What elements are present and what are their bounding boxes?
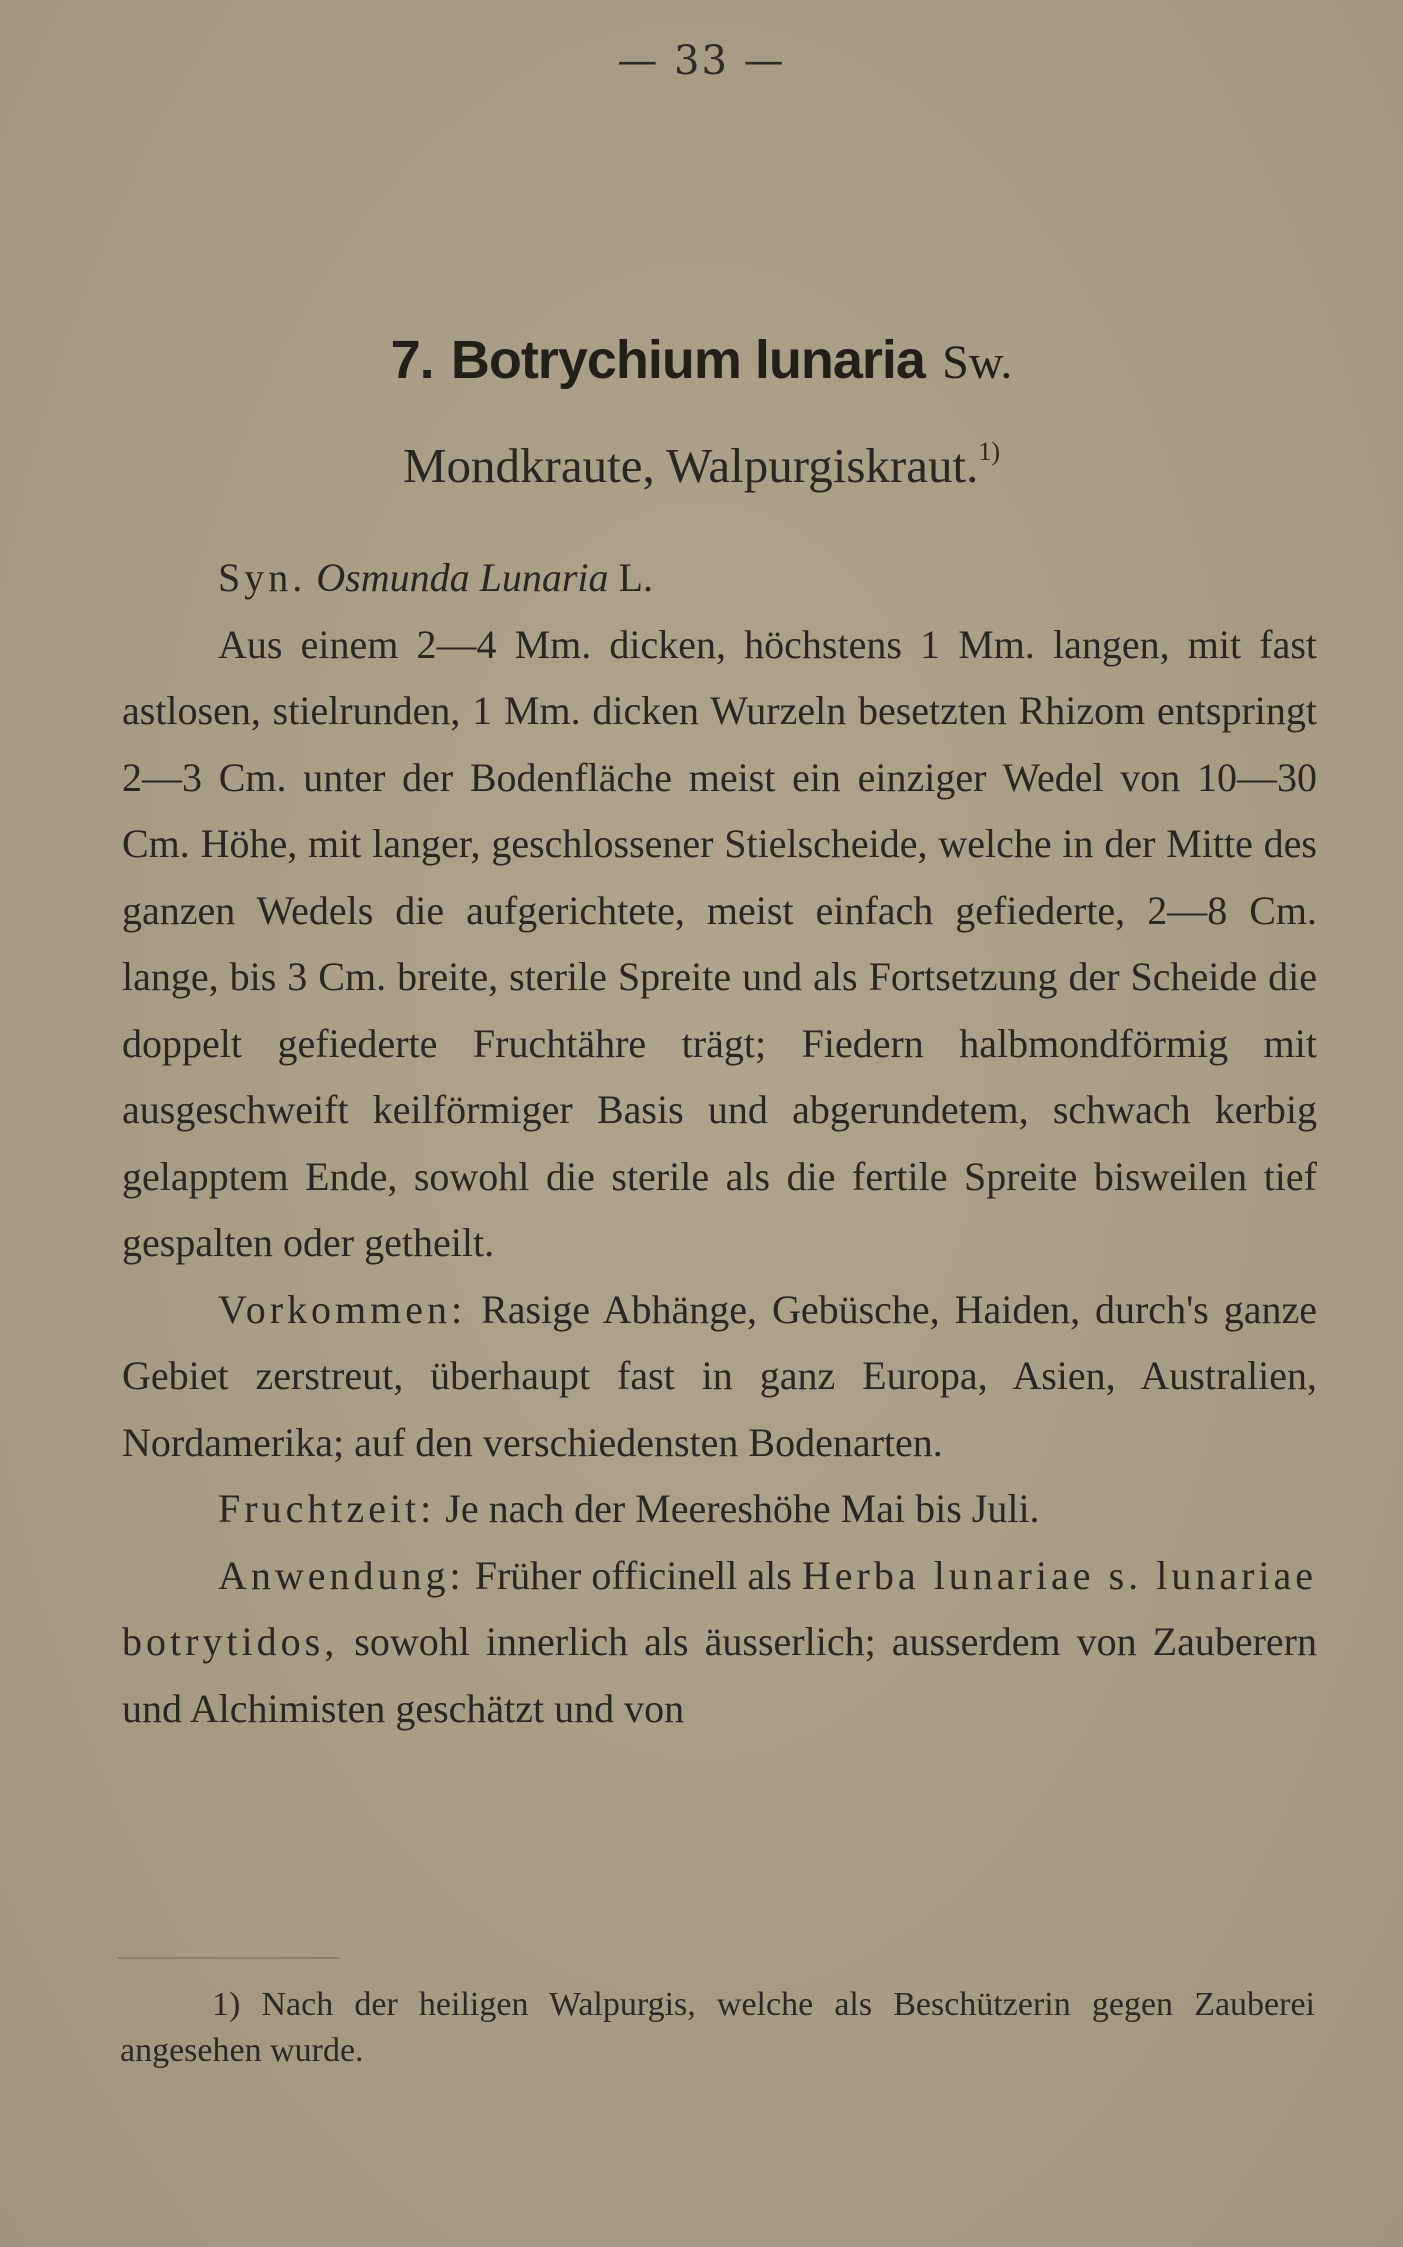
footnote-marker: 1) <box>212 1986 241 2023</box>
footnote <box>120 1982 1315 2074</box>
occurrence-text: Rasige Abhänge, Gebüsche, Haiden, durch's ganze Gebiet zerstreut, überhaupt fast in ganz Europa, Asien, Australien, Nordamerika; auf den verschiedensten Bodenarten. <box>122 1286 1318 1465</box>
usage-paragraph <box>122 1543 1317 1743</box>
description-paragraph: Aus einem 2—4 Mm. dicken, höchstens 1 Mm. langen, mit fast astlosen, stielrunden, 1 Mm. dicken Wurzeln besetzten Rhizom entspringt 2—3 Cm. unter der Bodenfläche meist ein einziger Wedel von 10—30 Cm. Höhe, mit langer, geschlossener Stielscheide, welche in der Mitte des ganzen Wedels die aufgerichtete, meist einfach gefiederte, 2—8 Cm. lange, bis 3 Cm. breite, sterile Spreite und als Fortsetzung der Scheide die doppelt gefiederte Fruchtähre trägt; Fiedern halbmondförmig mit ausgeschweift keilförmiger Basis und abgerundetem, schwach kerbig gelapptem Ende, sowohl die sterile als die fertile Spreite bisweilen tief gespalten oder getheilt. <box>122 621 1317 1265</box>
species-scientific-name: Botrychium lunaria <box>450 330 925 390</box>
synonym-line <box>122 545 1317 612</box>
page-number: — 33 — <box>617 38 786 84</box>
common-names <box>0 437 1403 494</box>
species-number: 7. <box>390 330 434 390</box>
species-heading <box>0 328 1403 391</box>
footnote-reference: 1) <box>978 437 1000 466</box>
usage-drug-name: Herba lunariae s. lunariae botrytidos, <box>122 1552 1318 1664</box>
fruiting-text: Je nach der Meereshöhe Mai bis Juli. <box>445 1486 1040 1531</box>
footnote-text: Nach der heiligen Walpurgis, welche als Beschützerin gegen Zauberei angesehen wurde. <box>120 1986 1316 2069</box>
usage-text-2: sowohl innerlich als äusserlich; ausserdem von Zauberern und Alchimisten geschätzt und von <box>122 1619 1318 1731</box>
species-author: Sw. <box>942 336 1013 389</box>
footnote-body <box>120 1982 1315 2074</box>
common-names-text: Mondkraute, Walpurgiskraut. <box>402 438 979 493</box>
synonym-label: Syn. <box>218 555 307 600</box>
fruiting-label: Fruchtzeit: <box>218 1486 436 1531</box>
usage-label: Anwendung: <box>218 1552 465 1598</box>
synonym-name: Osmunda Lunaria <box>316 555 609 600</box>
footnote-divider <box>118 1957 340 1959</box>
fruiting-paragraph <box>122 1476 1317 1543</box>
synonym-author: L. <box>618 555 653 600</box>
usage-text-1: Früher officinell als <box>474 1552 792 1598</box>
main-text <box>122 545 1317 1742</box>
occurrence-paragraph <box>122 1277 1317 1477</box>
occurrence-label: Vorkommen: <box>218 1286 467 1332</box>
